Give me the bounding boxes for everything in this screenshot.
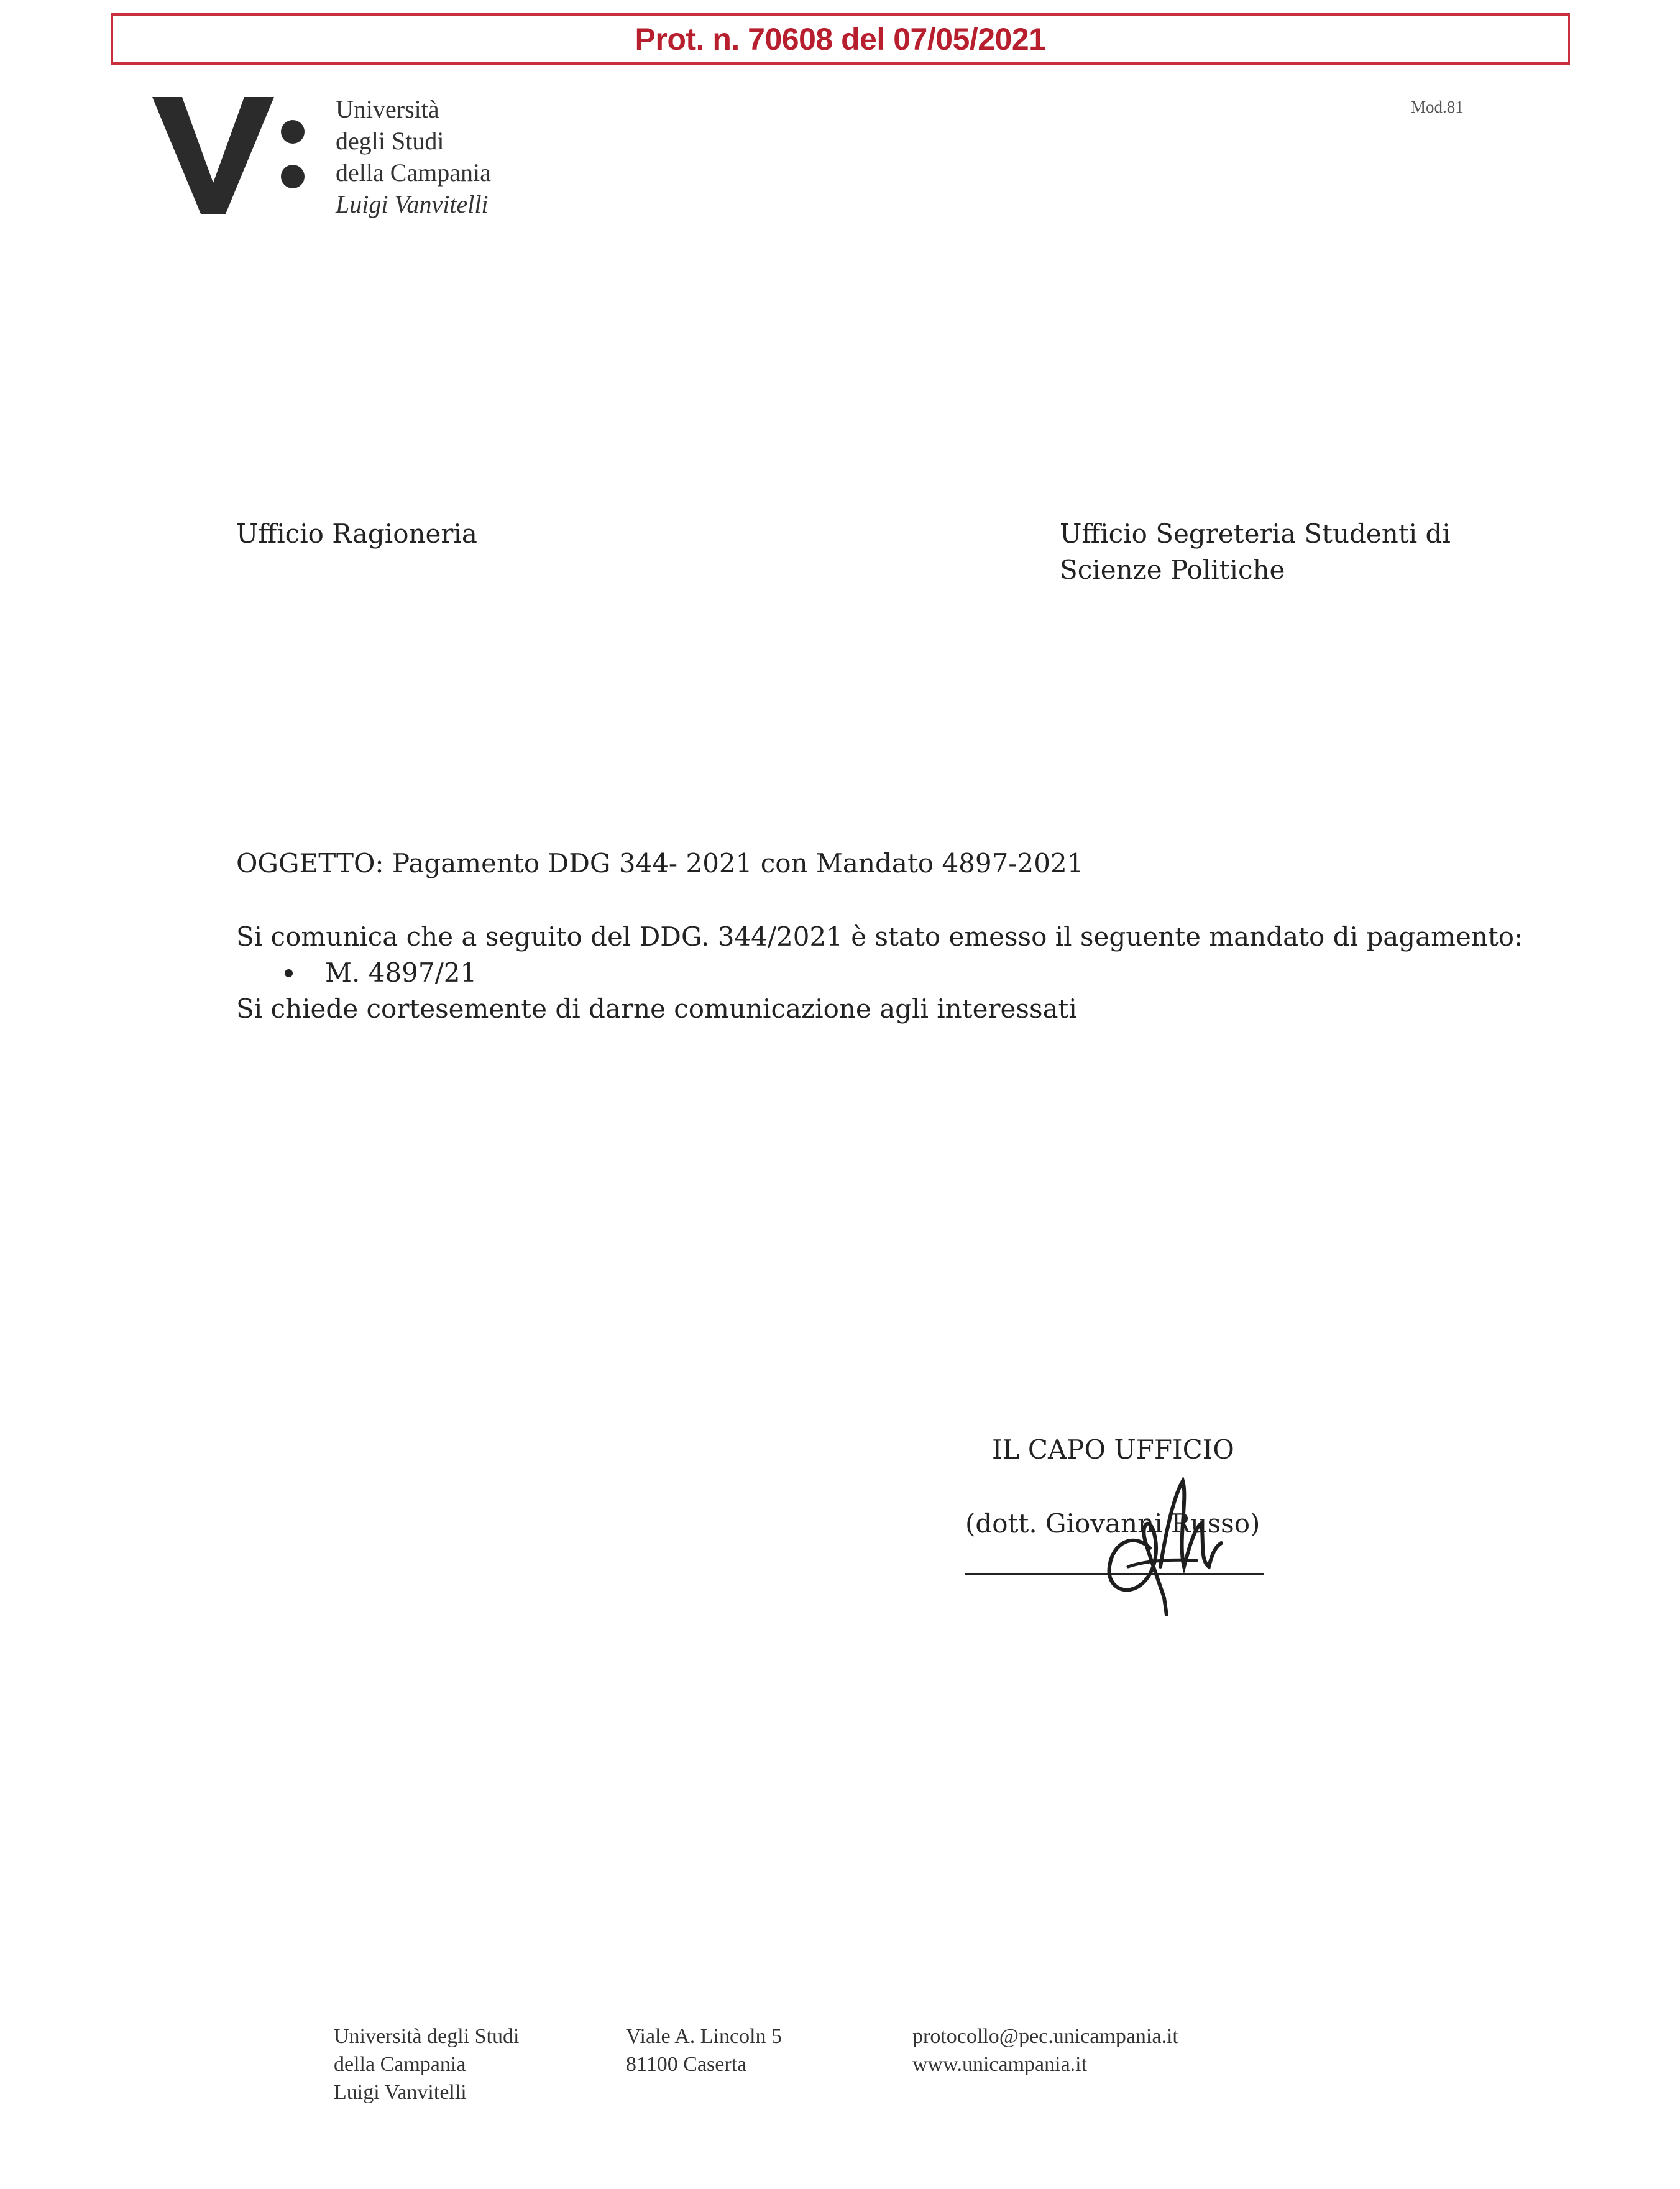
addressee-line-2: Scienze Politiche xyxy=(1060,555,1285,585)
signatory-title: IL CAPO UFFICIO xyxy=(992,1434,1234,1465)
signatory-name: (dott. Giovanni Russo) xyxy=(965,1508,1260,1539)
university-name-line-3: della Campania xyxy=(336,159,491,187)
footer-university-line-3: Luigi Vanvitelli xyxy=(334,2081,467,2104)
protocol-number: Prot. n. 70608 del 07/05/2021 xyxy=(635,21,1046,57)
payment-order-number: M. 4897/21 xyxy=(325,957,477,988)
footer-email-link[interactable]: protocollo@pec.unicampania.it xyxy=(912,2025,1178,2048)
footer-address xyxy=(626,2022,782,2078)
bullet-icon xyxy=(285,969,293,977)
university-name-line-1: Università xyxy=(336,95,439,123)
sender-office: Ufficio Ragioneria xyxy=(236,518,477,549)
university-name-line-2: degli Studi xyxy=(336,127,444,155)
addressee-office xyxy=(1060,516,1451,588)
university-logo-icon xyxy=(152,92,314,216)
footer-university-line-1: Università degli Studi xyxy=(334,2025,520,2048)
protocol-stamp xyxy=(111,13,1570,65)
letter-closing: Si chiede cortesemente di darne comunicazione agli interessati xyxy=(236,993,1077,1024)
footer-website-link[interactable]: www.unicampania.it xyxy=(912,2053,1088,2076)
addressee-line-1: Ufficio Segreteria Studenti di xyxy=(1060,518,1451,549)
footer-university xyxy=(334,2022,519,2106)
footer-address-street: Viale A. Lincoln 5 xyxy=(626,2025,783,2048)
footer-address-city: 81100 Caserta xyxy=(626,2053,747,2076)
form-code: Mod.81 xyxy=(1411,98,1464,116)
university-name-line-4: Luigi Vanvitelli xyxy=(336,190,489,218)
footer-contacts xyxy=(912,2022,1178,2078)
footer-university-line-2: della Campania xyxy=(334,2053,466,2076)
letter-paragraph: Si comunica che a seguito del DDG. 344/2021 è stato emesso il seguente mandato di pagamento: xyxy=(236,921,1523,952)
university-name xyxy=(336,93,491,220)
handwritten-signature-icon xyxy=(1091,1473,1234,1616)
letter-subject: OGGETTO: Pagamento DDG 344- 2021 con Mandato 4897-2021 xyxy=(236,848,1084,878)
payment-order-item xyxy=(285,955,477,991)
